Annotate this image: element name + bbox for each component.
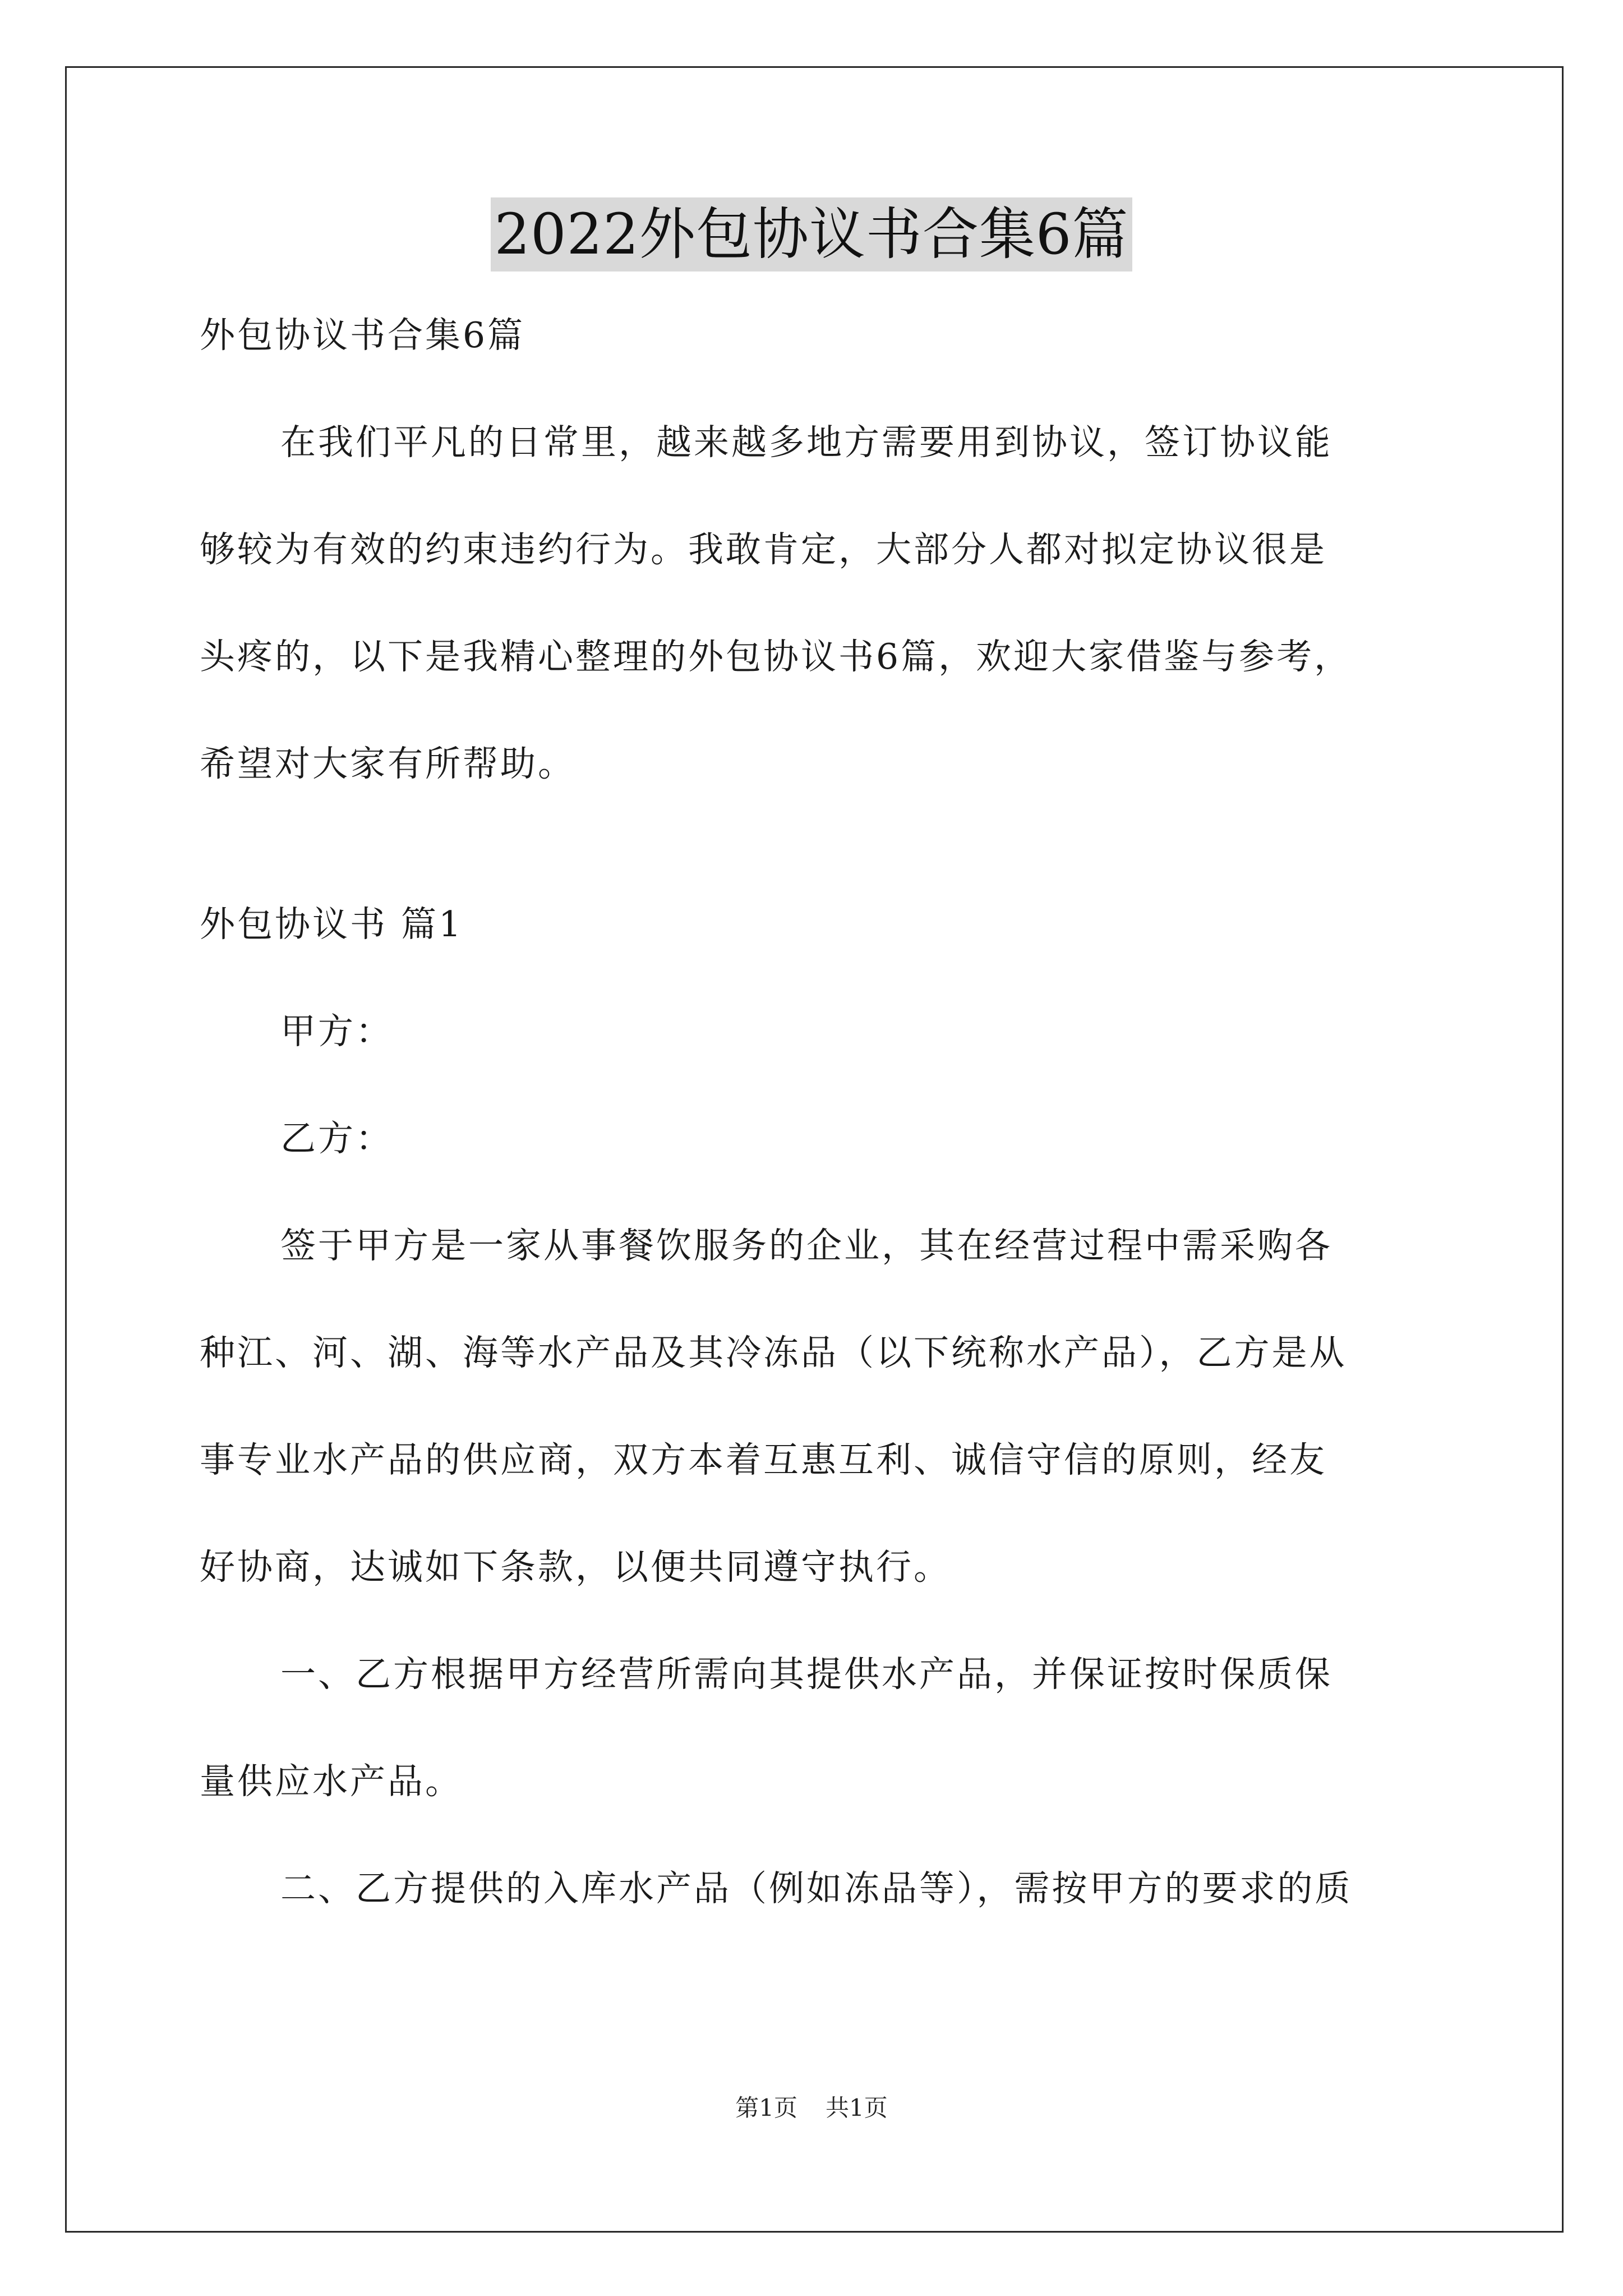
preamble-line-3: 事专业水产品的供应商，双方本着互惠互利、诚信守信的原则，经友 xyxy=(200,1439,1327,1480)
clause-1-line-2: 量供应水产品。 xyxy=(200,1761,463,1802)
party-b-label: 乙方： xyxy=(280,1118,393,1159)
page-number: 第1页 xyxy=(735,2094,797,2122)
preamble-line-1: 签于甲方是一家从事餐饮服务的企业，其在经营过程中需采购各 xyxy=(280,1225,1332,1266)
intro-line-3: 头疼的，以下是我精心整理的外包协议书6篇，欢迎大家借鉴与参考， xyxy=(200,636,1352,677)
intro-line-4: 希望对大家有所帮助。 xyxy=(200,743,575,784)
title-container xyxy=(0,197,1623,272)
page-footer xyxy=(0,2092,1623,2124)
section-heading: 外包协议书 篇1 xyxy=(200,904,464,945)
preamble-line-4: 好协商，达诚如下条款，以便共同遵守执行。 xyxy=(200,1547,951,1588)
document-subtitle: 外包协议书合集6篇 xyxy=(200,315,525,356)
document-title: 2022外包协议书合集6篇 xyxy=(491,197,1132,272)
intro-line-2: 够较为有效的约束违约行为。我敢肯定，大部分人都对拟定协议很是 xyxy=(200,529,1327,570)
page-total: 共1页 xyxy=(826,2094,888,2122)
party-a-label: 甲方： xyxy=(280,1011,393,1052)
intro-line-1: 在我们平凡的日常里，越来越多地方需要用到协议，签订协议能 xyxy=(280,422,1332,463)
clause-1-line-1: 一、乙方根据甲方经营所需向其提供水产品，并保证按时保质保 xyxy=(280,1654,1332,1695)
preamble-line-2: 种江、河、湖、海等水产品及其冷冻品（以下统称水产品），乙方是从 xyxy=(200,1332,1347,1373)
clause-2-line-1: 二、乙方提供的入库水产品（例如冻品等），需按甲方的要求的质 xyxy=(280,1868,1353,1909)
document-body xyxy=(200,309,1433,1916)
